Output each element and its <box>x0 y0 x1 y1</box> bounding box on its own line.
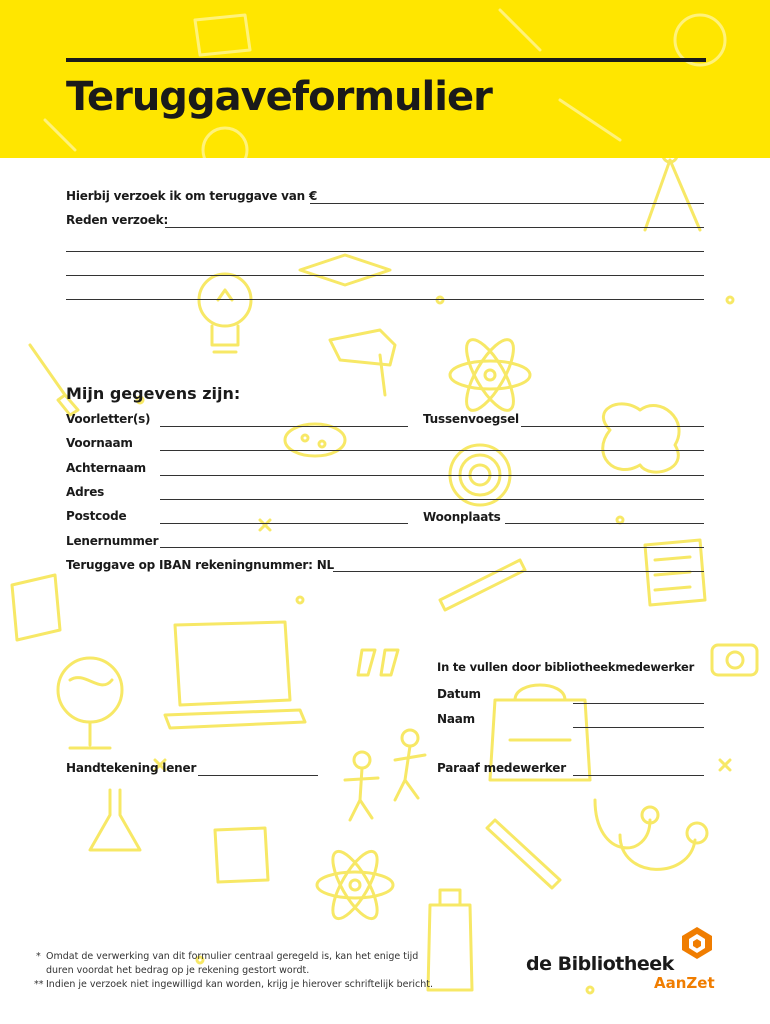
ruler-icon <box>500 10 540 50</box>
details-heading: Mijn gegevens zijn: <box>66 384 241 403</box>
reason-input-line-3[interactable] <box>66 275 704 276</box>
date-label: Datum <box>437 687 481 701</box>
last-name-input-line[interactable] <box>160 475 704 476</box>
staff-name-input-line[interactable] <box>573 727 704 728</box>
first-name-input-line[interactable] <box>160 450 704 451</box>
iban-input-line[interactable] <box>333 571 704 572</box>
last-name-label: Achternaam <box>66 461 146 475</box>
globe-icon <box>58 658 122 748</box>
compass-icon <box>645 148 700 230</box>
lightbulb-icon <box>199 274 251 352</box>
address-input-line[interactable] <box>160 499 704 500</box>
staff-heading: In te vullen door bibliotheekmedewerker <box>437 660 695 674</box>
wrench-icon <box>560 100 620 140</box>
reason-input-line-4[interactable] <box>66 299 704 300</box>
at-icon <box>203 128 247 158</box>
staff-initials-input-line[interactable] <box>573 775 704 776</box>
library-logo-sub: AanZet <box>654 974 715 992</box>
graduation-icon <box>300 255 390 285</box>
city-input-line[interactable] <box>505 523 704 524</box>
quote-icon <box>358 650 398 675</box>
infix-input-line[interactable] <box>521 426 704 427</box>
atom-icon-2 <box>317 846 393 925</box>
postcode-input-line[interactable] <box>160 523 408 524</box>
box-icon <box>195 15 250 55</box>
atom-icon-1 <box>450 333 530 416</box>
initials-input-line[interactable] <box>160 426 408 427</box>
staff-name-label: Naam <box>437 712 475 726</box>
page-title: Teruggaveformulier <box>66 74 492 120</box>
hammer-icon <box>330 330 395 395</box>
brain-icon <box>603 404 679 472</box>
paintbrush-icon <box>30 345 78 415</box>
footnote-2-line-1: Indien je verzoek niet ingewilligd kan worden, krijg je hierover schriftelijk bericht. <box>46 979 434 990</box>
stethoscope-icon <box>595 800 707 869</box>
footnote-2-mark: ** <box>34 979 44 990</box>
book-icon <box>12 575 60 640</box>
bottle-icon <box>428 890 472 990</box>
chain-icon <box>45 120 75 150</box>
reason-label: Reden verzoek: <box>66 213 169 227</box>
postcode-label: Postcode <box>66 509 127 523</box>
top-rule <box>66 58 706 62</box>
staff-initials-label: Paraaf medewerker <box>437 761 566 775</box>
reason-input-line-1[interactable] <box>165 227 704 228</box>
people-icon <box>345 730 425 820</box>
tape-icon <box>712 645 757 675</box>
laptop-icon <box>165 622 305 728</box>
signature-input-line[interactable] <box>198 775 318 776</box>
signature-label: Handtekening lener <box>66 761 197 775</box>
city-label: Woonplaats <box>423 510 501 524</box>
first-name-label: Voornaam <box>66 436 133 450</box>
initials-label: Voorletter(s) <box>66 412 151 426</box>
footnote-1-line-1: Omdat de verwerking van dit formulier centraal geregeld is, kan het enige tijd <box>46 951 419 962</box>
library-logo-icon <box>678 924 716 962</box>
amount-input-line[interactable] <box>310 203 704 204</box>
footnote-1-mark: * <box>36 951 41 962</box>
infix-label: Tussenvoegsel <box>423 412 519 426</box>
amount-label: Hierbij verzoek ik om teruggave van € <box>66 189 318 203</box>
library-logo-name: de Bibliotheek <box>526 953 674 975</box>
date-input-line[interactable] <box>573 703 704 704</box>
member-number-input-line[interactable] <box>160 547 704 548</box>
member-number-label: Lenernummer <box>66 534 159 548</box>
footnote-1-line-2: duren voordat het bedrag op je rekening gestort wordt. <box>46 965 310 976</box>
bacteria-icon <box>285 424 345 456</box>
reason-input-line-2[interactable] <box>66 251 704 252</box>
iban-label: Teruggave op IBAN rekeningnummer: NL <box>66 558 334 572</box>
address-label: Adres <box>66 485 105 499</box>
flask-icon <box>90 790 140 850</box>
